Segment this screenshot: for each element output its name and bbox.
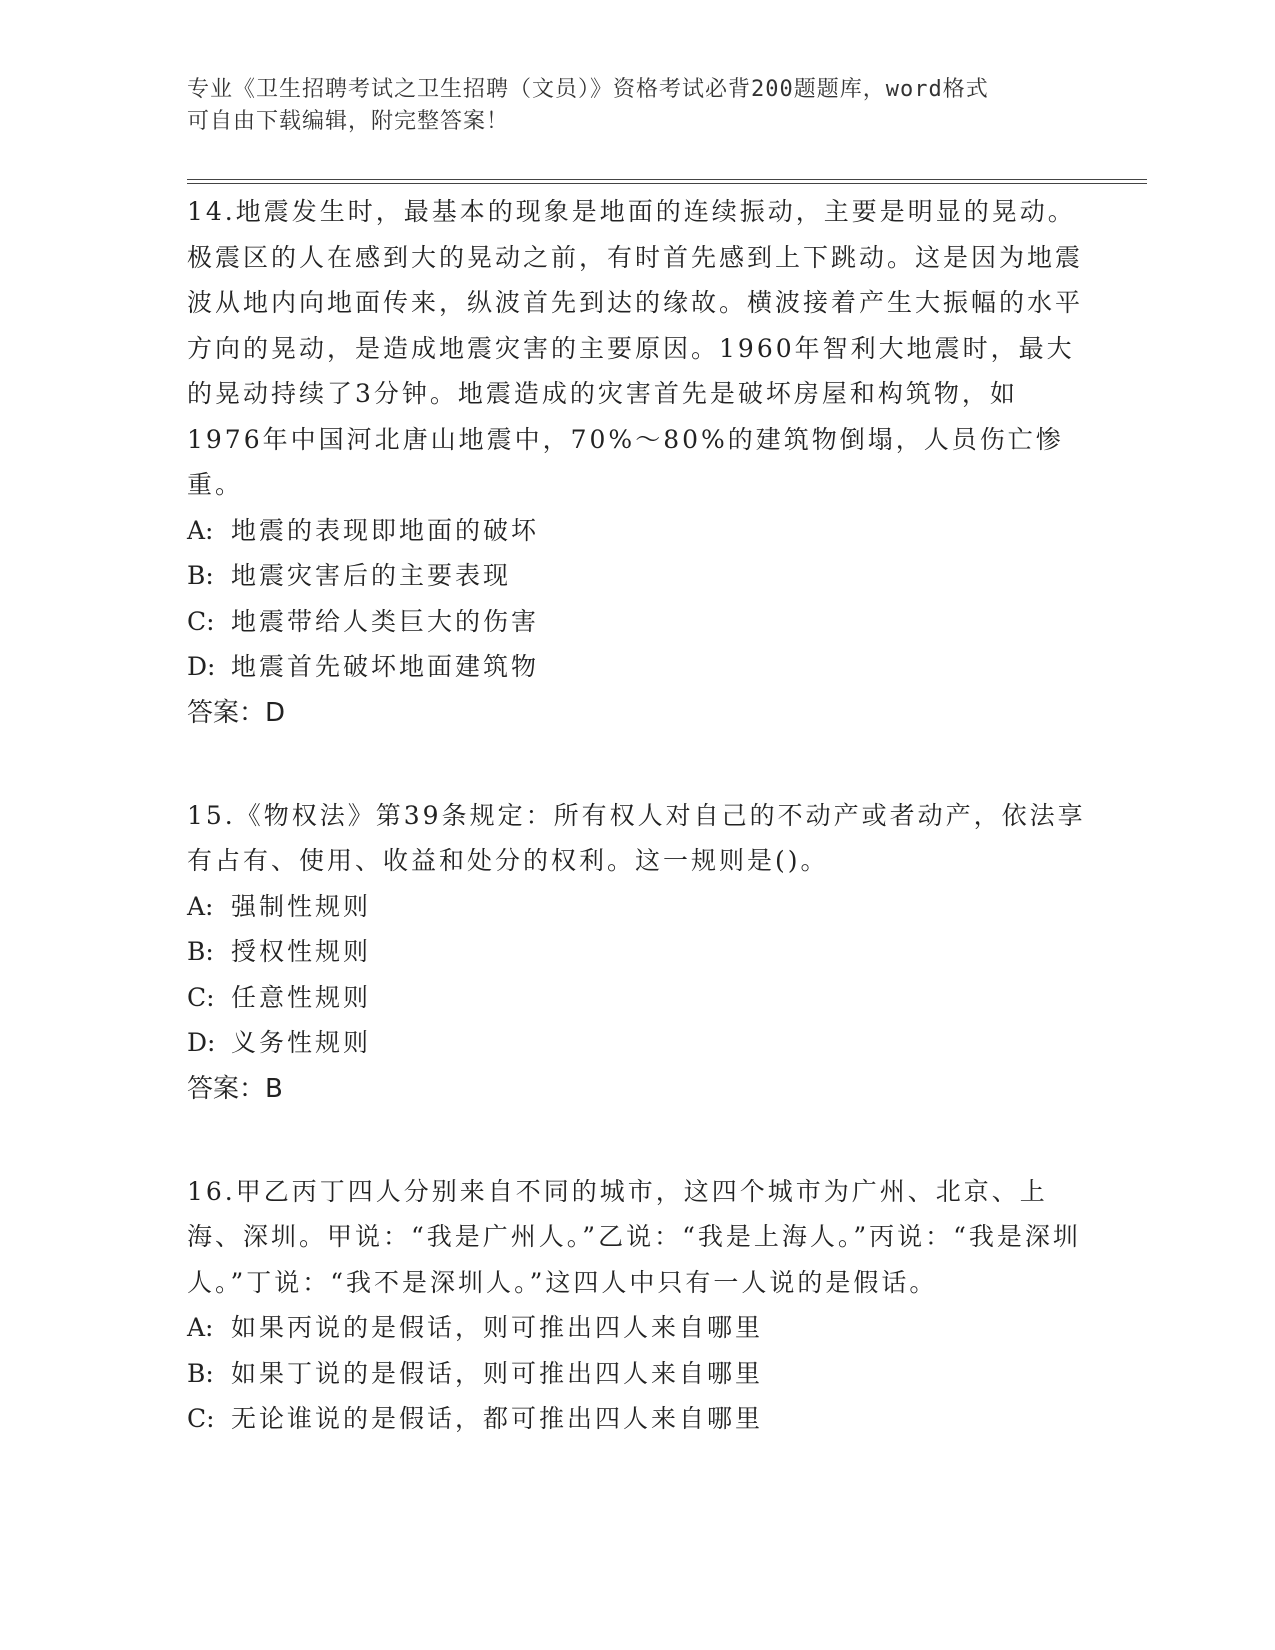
question-15	[187, 793, 1087, 1112]
option-text: 地震首先破坏地面建筑物	[231, 652, 540, 681]
option-a	[187, 884, 1087, 930]
header-divider-top	[187, 179, 1147, 180]
option-letter: A:	[187, 891, 214, 921]
option-text: 地震带给人类巨大的伤害	[231, 606, 540, 636]
option-a	[187, 508, 1087, 554]
question-text: 16.甲乙丙丁四人分别来自不同的城市，这四个城市为广州、北京、上海、深圳。甲说：“我是广州人。”乙说：“我是上海人。”丙说：“我是深圳人。”丁说：“我不是深圳人。”这四人中只有一人说的是假话。	[187, 1176, 1081, 1297]
document-header	[187, 74, 1087, 138]
question-list	[187, 189, 1087, 1499]
option-text: 地震的表现即地面的破坏	[231, 515, 540, 545]
question-14	[187, 189, 1087, 736]
option-letter: D:	[187, 652, 216, 681]
question-text: 15.《物权法》第39条规定：所有权人对自己的不动产或者动产，依法享有占有、使用、收益和处分的权利。这一规则是()。	[187, 800, 1086, 875]
option-c	[187, 975, 1087, 1021]
option-c	[187, 1396, 1087, 1442]
option-text: 地震灾害后的主要表现	[231, 561, 512, 590]
option-text: 授权性规则	[231, 937, 372, 966]
option-text: 无论谁说的是假话，都可推出四人来自哪里	[231, 1404, 764, 1433]
option-letter: B:	[187, 561, 214, 590]
option-letter: A:	[187, 1313, 214, 1342]
option-letter: C:	[187, 1404, 215, 1433]
option-letter: D:	[187, 1028, 216, 1057]
option-letter: B:	[187, 937, 214, 966]
option-letter: A:	[187, 515, 214, 545]
option-letter: C:	[187, 606, 215, 636]
option-letter: B:	[187, 1358, 214, 1388]
option-text: 如果丙说的是假话，则可推出四人来自哪里	[231, 1313, 764, 1342]
option-d	[187, 644, 1087, 690]
option-text: 任意性规则	[231, 982, 372, 1012]
answer-line: 答案：B	[187, 1073, 283, 1104]
answer-line: 答案：D	[187, 697, 286, 728]
question-text: 14.地震发生时，最基本的现象是地面的连续振动，主要是明显的晃动。极震区的人在感到大的晃动之前，有时首先感到上下跳动。这是因为地震波从地内向地面传来，纵波首先到达的缘故。横波接着产生大振幅的水平方向的晃动，是造成地震灾害的主要原因。1960年智利大地震时，最大的晃动持续了3分钟。地震造成的灾害首先是破坏房屋和构筑物，如1976年中国河北唐山地震中，70%～80%的建筑物倒塌，人员伤亡惨重。	[187, 197, 1084, 499]
option-text: 义务性规则	[231, 1028, 372, 1057]
option-letter: C:	[187, 982, 215, 1012]
header-divider-bottom	[187, 183, 1147, 184]
header-title-line-2: 可自由下载编辑，附完整答案！	[187, 109, 510, 134]
question-16	[187, 1169, 1087, 1442]
option-b	[187, 1351, 1087, 1397]
option-a	[187, 1305, 1087, 1351]
option-b	[187, 929, 1087, 975]
option-text: 强制性规则	[231, 891, 372, 921]
option-c	[187, 599, 1087, 645]
option-d	[187, 1020, 1087, 1066]
header-title-line-1: 专业《卫生招聘考试之卫生招聘（文员）》资格考试必背200题题库，word格式	[187, 77, 989, 102]
option-b	[187, 553, 1087, 599]
option-text: 如果丁说的是假话，则可推出四人来自哪里	[231, 1358, 764, 1388]
